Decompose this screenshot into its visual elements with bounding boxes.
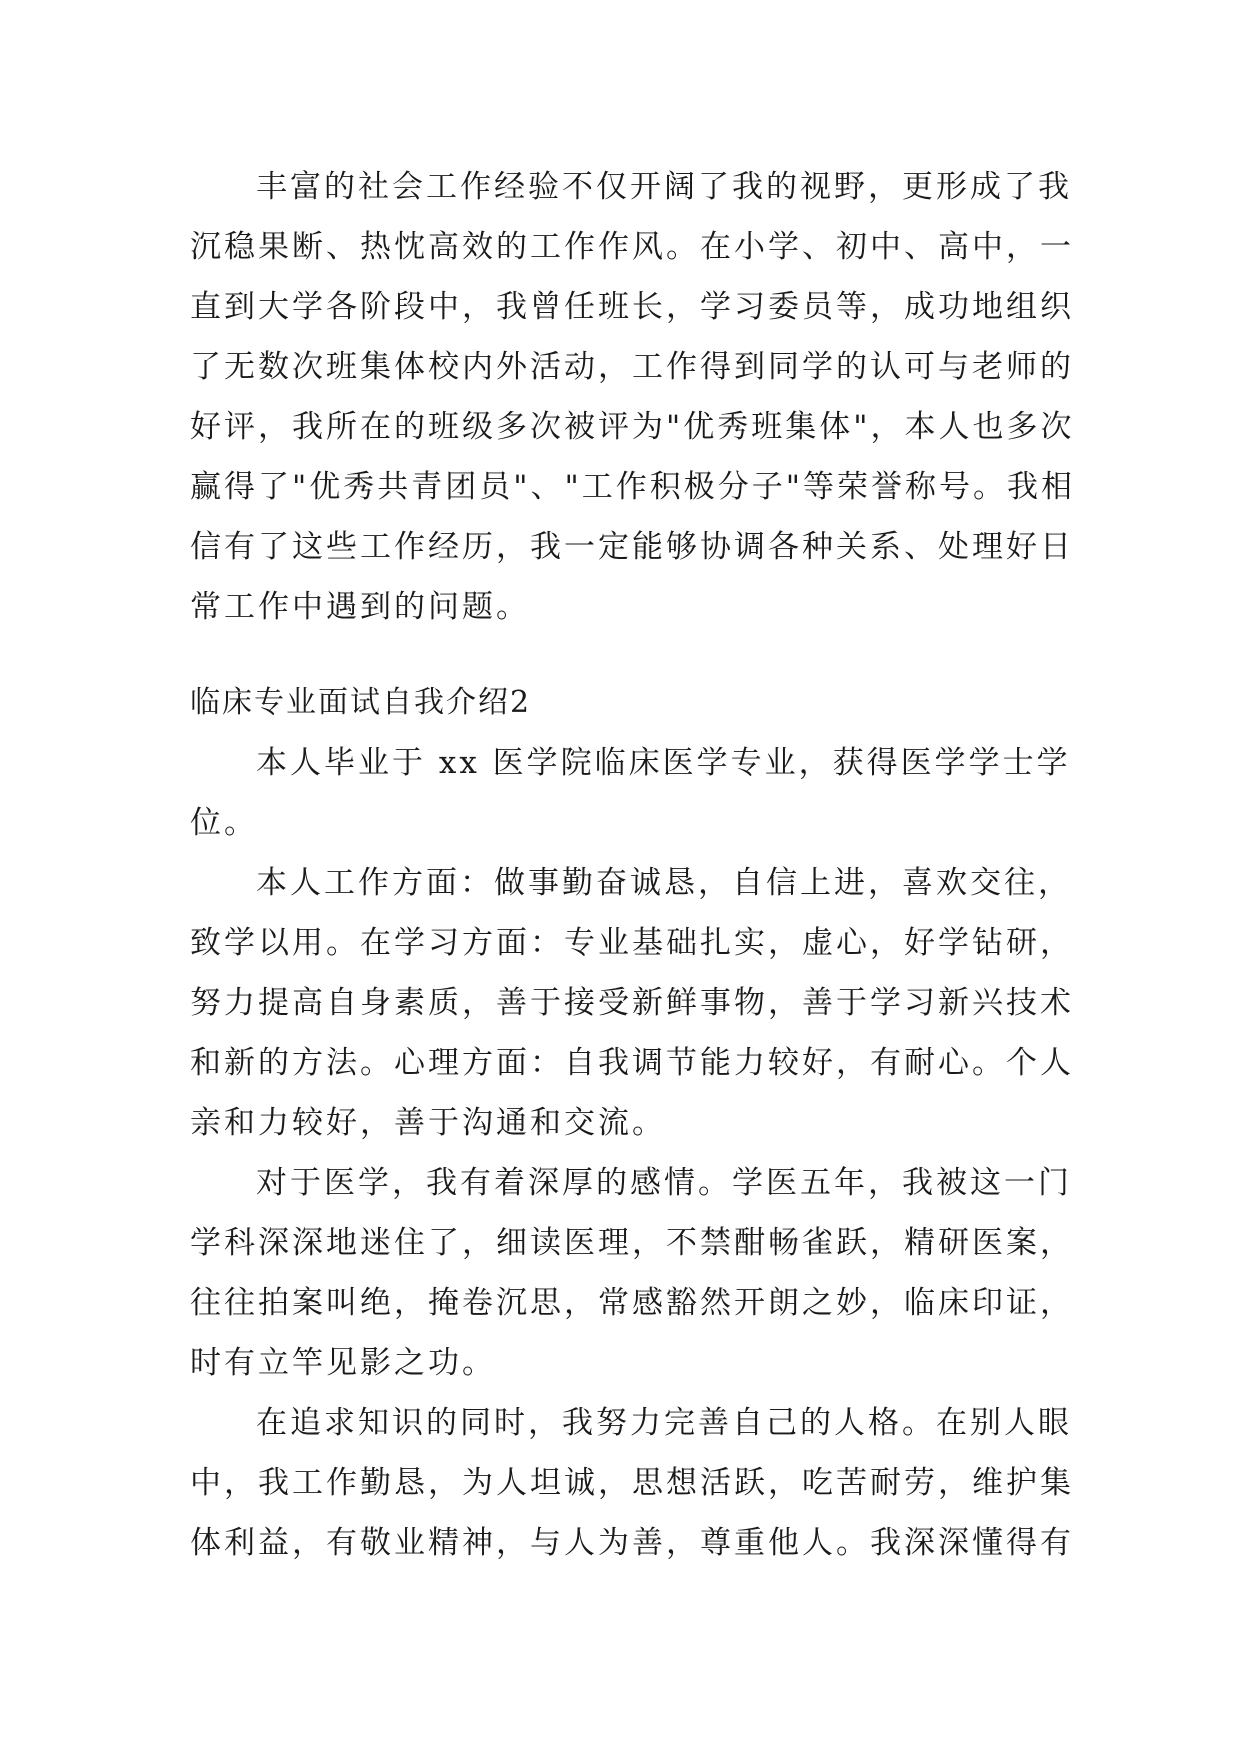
text-line: 信有了这些工作经历，我一定能够协调各种关系、处理好日 — [190, 529, 1074, 565]
text-line: 了无数次班集体校内外活动，工作得到同学的认可与老师的 — [190, 349, 1074, 385]
paragraph-graduation — [190, 733, 1071, 853]
section-heading — [190, 673, 1060, 733]
text-line: 位。 — [190, 805, 258, 841]
text-line: 致学以用。在学习方面：专业基础扎实，虚心，好学钻研， — [190, 925, 1074, 961]
text-line: 体利益，有敬业精神，与人为善，尊重他人。我深深懂得有 — [190, 1525, 1074, 1561]
text-line: 对于医学，我有着深厚的感情。学医五年，我被这一门 — [256, 1165, 1072, 1201]
text-line: 丰富的社会工作经验不仅开阔了我的视野，更形成了我 — [256, 169, 1072, 205]
text-line: 在追求知识的同时，我努力完善自己的人格。在别人眼 — [256, 1405, 1072, 1441]
text-line: 时有立竿见影之功。 — [190, 1345, 496, 1381]
text-line: 往往拍案叫绝，掩卷沉思，常感豁然开朗之妙，临床印证， — [190, 1285, 1074, 1321]
section-title: 临床专业面试自我介绍2 — [190, 685, 532, 720]
paragraph-social-experience — [190, 157, 1076, 637]
paragraph-medicine-passion — [190, 1153, 1074, 1393]
text-line: 好评，我所在的班级多次被评为"优秀班集体"，本人也多次 — [190, 409, 1075, 445]
text-line: 学科深深地迷住了，细读医理，不禁酣畅雀跃，精研医案， — [190, 1225, 1074, 1261]
text-line: 沉稳果断、热忱高效的工作作风。在小学、初中、高中，一 — [190, 229, 1074, 265]
paragraph-work-study — [190, 853, 1074, 1153]
text-line: 直到大学各阶段中，我曾任班长，学习委员等，成功地组织 — [190, 289, 1074, 325]
text-line: 和新的方法。心理方面：自我调节能力较好，有耐心。个人 — [190, 1045, 1074, 1081]
paragraph-character — [190, 1393, 1074, 1573]
text-line: 本人毕业于 xx 医学院临床医学专业，获得医学学士学 — [256, 745, 1071, 781]
text-line: 常工作中遇到的问题。 — [190, 589, 530, 625]
text-line: 亲和力较好，善于沟通和交流。 — [190, 1105, 666, 1141]
text-line: 赢得了"优秀共青团员"、"工作积极分子"等荣誉称号。我相 — [190, 469, 1076, 505]
text-line: 本人工作方面：做事勤奋诚恳，自信上进，喜欢交往， — [256, 865, 1072, 901]
text-line: 中，我工作勤恳，为人坦诚，思想活跃，吃苦耐劳，维护集 — [190, 1465, 1074, 1501]
text-line: 努力提高自身素质，善于接受新鲜事物，善于学习新兴技术 — [190, 985, 1074, 1021]
